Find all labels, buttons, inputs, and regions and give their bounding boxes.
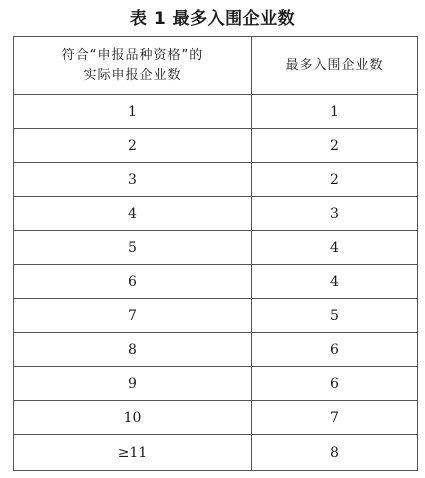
table-row: [14, 231, 418, 265]
table-row: [14, 197, 418, 231]
cell-max-selected: 6: [252, 367, 418, 401]
table-row: [14, 435, 418, 471]
cell-max-selected: 4: [252, 265, 418, 299]
cell-applicants: 4: [14, 197, 252, 231]
table-row: [14, 401, 418, 435]
header-applicants-line2: 实际申报企业数: [83, 67, 182, 83]
cell-max-selected: 2: [252, 163, 418, 197]
cell-applicants: 9: [14, 367, 252, 401]
max-selected-companies-table: [13, 36, 418, 471]
cell-applicants: 8: [14, 333, 252, 367]
header-max-selected: 最多入围企业数: [252, 37, 418, 95]
table-row: [14, 333, 418, 367]
cell-max-selected: 7: [252, 401, 418, 435]
table-header-row: [14, 37, 418, 95]
cell-applicants: 10: [14, 401, 252, 435]
cell-applicants: ≥11: [14, 435, 252, 471]
cell-max-selected: 3: [252, 197, 418, 231]
cell-max-selected: 5: [252, 299, 418, 333]
table-title: 表 1 最多入围企业数: [129, 9, 296, 29]
table-row: [14, 163, 418, 197]
cell-applicants: 2: [14, 129, 252, 163]
table-row: [14, 367, 418, 401]
cell-applicants: 3: [14, 163, 252, 197]
header-applicants: [14, 37, 252, 95]
table-row: [14, 129, 418, 163]
cell-applicants: 7: [14, 299, 252, 333]
cell-max-selected: 4: [252, 231, 418, 265]
table-row: [14, 265, 418, 299]
cell-applicants: 5: [14, 231, 252, 265]
cell-max-selected: 1: [252, 95, 418, 129]
header-applicants-line1: 符合“申报品种资格”的: [61, 47, 204, 63]
table-row: [14, 299, 418, 333]
cell-max-selected: 8: [252, 435, 418, 471]
cell-applicants: 6: [14, 265, 252, 299]
cell-max-selected: 6: [252, 333, 418, 367]
cell-max-selected: 2: [252, 129, 418, 163]
cell-applicants: 1: [14, 95, 252, 129]
table-row: [14, 95, 418, 129]
